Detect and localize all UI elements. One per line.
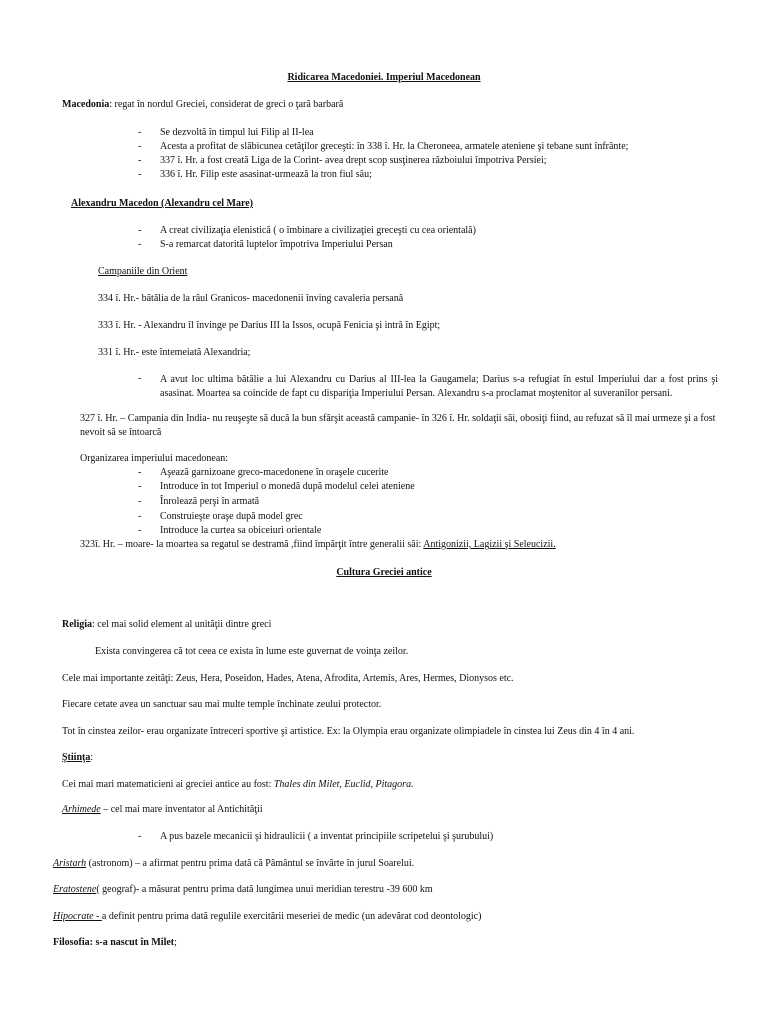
list-item: Acesta a profitat de slăbicunea cetăţilor greceşti: în 338 î. Hr. la Cheroneea, armatele ateniene şi tebane sunt înfrânte; [160,141,629,152]
aristarh-text: (astronom) – a afirmat pentru prima dată că Pământul se învârte în jurul Soarelui. [86,858,415,869]
mathematicians-names: Thales din Milet, Euclid, Pitagora. [273,779,414,790]
aristarh-line [53,858,414,870]
eratostene-name: Eratostene [53,884,97,895]
paragraph: Exista convingerea că tot ceea ce exista în lume este guvernat de voinţa zeilor. [95,646,409,657]
death-line [80,539,556,551]
bullet-dash: - [138,831,142,842]
list-item: Aşează garnizoane greco-macedonene în oraşele cucerite [160,467,389,478]
campanii-heading: Campaniile din Orient [98,266,188,277]
stiinta-colon: : [90,752,94,763]
mathematicians-line [62,779,414,791]
bullet-dash: - [138,511,142,522]
list-item: Se dezvoltă în timpul lui Filip al II-lea [160,127,314,138]
campanie-item: 333 î. Hr. - Alexandru îl învinge pe Darius III la Issos, ocupă Fenicia şi intră în Egipt; [98,320,441,331]
list-item: Construieşte oraşe după model grec [160,511,303,522]
paragraph: Cele mai importante zeităţi: Zeus, Hera, Poseidon, Hades, Atena, Afrodita, Artemis, Ares, Hermes, Dionysos etc. [62,673,514,684]
list-item: Introduce în tot Imperiul o monedă după modelul celei ateniene [160,481,415,492]
bullet-dash: - [138,373,142,384]
arhimede-name: Arhimede [62,804,101,815]
list-item: 336 î. Hr. Filip este asasinat-urmează la tron fiul său; [160,169,372,180]
bullet-dash: - [138,169,142,180]
india-paragraph: 327 î. Hr. – Campania din India- nu reuşeşte să ducă la bun sfârşit această campanie- în 326 î. Hr. soldaţii săi, obosiţi fiind, au refuzat să îl mai urmeze şi a fost nevoit să se întoarcă [80,413,716,438]
alexandru-heading: Alexandru Macedon (Alexandru cel Mare) [71,198,254,209]
paragraph: Fiecare cetate avea un sanctuar sau mai multe temple închinate zeului protector. [62,699,382,710]
organizare-heading: Organizarea imperiului macedonean: [80,453,229,464]
arhimede-line [62,804,263,816]
mathematicians-prefix: Cei mai mari matematicieni ai greciei antice au fost: [62,779,274,790]
dynasties-text: Antigonizii, Lagizii şi Seleucizii. [423,539,556,550]
aristarh-name: Aristarh [53,858,87,869]
bullet-dash: - [138,525,142,536]
list-item: S-a remarcat datorită luptelor împotriva Imperiului Persan [160,239,393,250]
bullet-dash: - [138,481,142,492]
religia-label: Religia [62,619,92,630]
bullet-dash: - [138,225,142,236]
list-item: 337 î. Hr. a fost creată Liga de la Corint- avea drept scop susţinerea războiului împotriva Persiei; [160,155,547,166]
page-title: Ridicarea Macedoniei. Imperiul Macedonean [287,72,481,83]
eratostene-text: ( geograf)- a măsurat pentru prima dată lungimea unui meridian terestru -39 600 km [96,884,433,895]
bullet-dash: - [138,239,142,250]
religia-text: : cel mai solid element al unităţii dintre greci [92,619,272,630]
religia-line [62,619,271,631]
paragraph: Tot în cinstea zeilor- erau organizate întreceri sportive şi artistice. Ex: la Olympia erau organizate olimpiadele în cinstea lui Zeus din 4 în 4 ani. [62,726,635,737]
bullet-dash: - [138,467,142,478]
macedonia-line [62,99,343,111]
death-text: 323î. Hr. – moare- la moartea sa regatul se destramă ,fiind împărţit între generalii săi: [80,539,424,550]
filosofia-text: : s-a nascut în Milet [89,937,175,948]
list-item: A creat civilizaţia elenistică ( o îmbinare a civilizaţiei greceşti cu cea orientală) [160,225,476,236]
bullet-dash: - [138,127,142,138]
bullet-dash: - [138,496,142,507]
hipocrate-name: Hipocrate - [53,911,102,922]
list-item: Înrolează perşi în armată [160,496,260,507]
filosofia-label: Filosofia [53,937,90,948]
arhimede-text: – cel mai mare inventator al Antichităţii [100,804,263,815]
macedonia-label: Macedonia [62,99,110,110]
stiinta-label: Ştiinţa [62,752,91,763]
hipocrate-text: a definit pentru prima dată regulile exercitării meseriei de medic (un adevărat cod deontologic) [101,911,482,922]
eratostene-line [53,884,433,896]
cultura-heading: Cultura Greciei antice [336,567,432,578]
hipocrate-line [53,911,481,923]
filosofia-end: ; [174,937,177,948]
list-item: A pus bazele mecanicii şi hidraulicii ( a inventat principiile scripetelui şi şurubului) [160,831,494,842]
macedonia-text: : regat în nordul Greciei, considerat de greci o ţară barbară [109,99,344,110]
bullet-dash: - [138,155,142,166]
stiinta-line [62,752,93,764]
campanie-item: 331 î. Hr.- este întemeiată Alexandria; [98,347,251,358]
campanie-item: 334 î. Hr.- bătălia de la râul Granicos- macedonenii înving cavaleria persană [98,293,404,304]
gaugamela-paragraph: A avut loc ultima bătălie a lui Alexandru cu Darius al III-lea la Gaugamela; Darius s-a refugiat în estul Imperiului dar a fost prins şi asasinat. Moartea sa coincide de fapt cu dispariţia Imperiului Persan. Alexandru s-a proclamat moştenitor al suveranilor persani. [160,374,718,399]
bullet-dash: - [138,141,142,152]
filosofia-line [53,937,177,949]
list-item: Introduce la curtea sa obiceiuri orientale [160,525,322,536]
